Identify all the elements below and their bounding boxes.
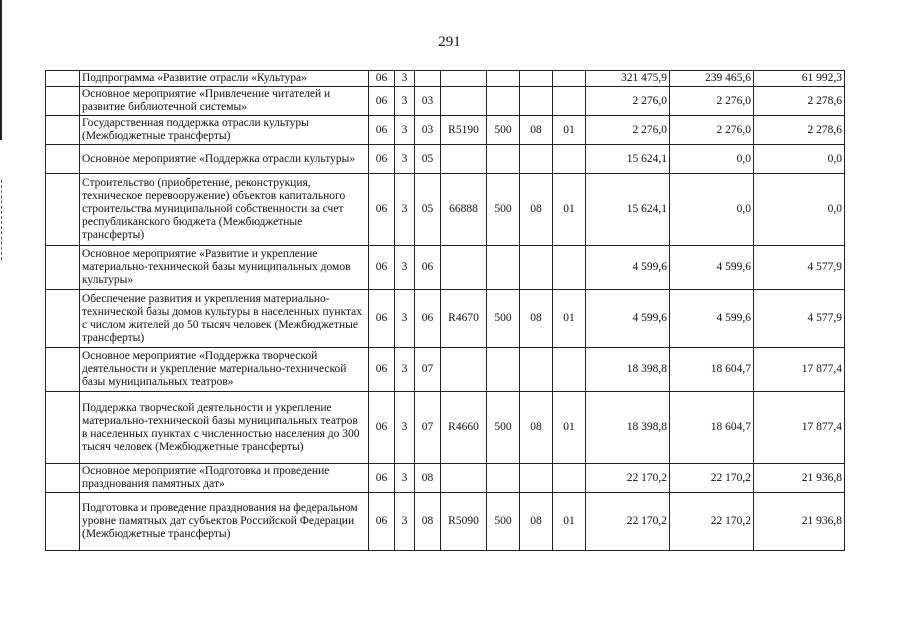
code-cell: 500 [487,174,520,246]
amount-cell: 2 278,6 [754,116,845,145]
code-cell: 01 [553,290,586,348]
table-row [46,392,845,464]
amount-cell: 22 170,2 [586,464,670,493]
table-row [46,87,845,116]
code-cell: 08 [520,392,553,464]
code-cell [441,246,487,290]
table-row [46,493,845,551]
code-cell: 08 [520,493,553,551]
row-name-cell: Основное мероприятие «Развитие и укрепление материально-технической базы муниципальных домов культуры» [80,246,369,290]
amount-cell: 0,0 [754,145,845,174]
amount-cell: 0,0 [670,145,754,174]
code-cell: 01 [553,392,586,464]
code-cell [520,145,553,174]
table-row [46,290,845,348]
code-cell: 3 [395,392,415,464]
code-cell [487,71,520,87]
table-row [46,246,845,290]
code-cell [441,71,487,87]
code-cell [553,348,586,392]
row-margin-cell [46,392,80,464]
amount-cell: 4 577,9 [754,290,845,348]
code-cell: 08 [415,464,441,493]
code-cell: 3 [395,246,415,290]
code-cell [520,348,553,392]
code-cell [520,87,553,116]
amount-cell: 18 604,7 [670,348,754,392]
page-number: 291 [438,34,461,50]
code-cell: R5090 [441,493,487,551]
code-cell: 3 [395,493,415,551]
table-row [46,145,845,174]
code-cell: 07 [415,348,441,392]
code-cell [520,464,553,493]
scan-edge-dash [1,180,3,260]
row-name-cell: Основное мероприятие «Привлечение читателей и развитие библиотечной системы» [80,87,369,116]
amount-cell: 21 936,8 [754,464,845,493]
code-cell [487,348,520,392]
code-cell: 3 [395,464,415,493]
code-cell: 01 [553,174,586,246]
code-cell: 500 [487,116,520,145]
row-margin-cell [46,290,80,348]
row-name-cell: Основное мероприятие «Поддержка отрасли культуры» [80,145,369,174]
amount-cell: 15 624,1 [586,174,670,246]
code-cell [441,145,487,174]
amount-cell: 22 170,2 [670,493,754,551]
amount-cell: 18 604,7 [670,392,754,464]
code-cell: 01 [553,493,586,551]
row-margin-cell [46,493,80,551]
code-cell: 06 [415,290,441,348]
budget-table [45,70,845,551]
code-cell: 08 [520,116,553,145]
code-cell: 06 [369,145,395,174]
amount-cell: 4 599,6 [586,290,670,348]
code-cell: 08 [520,290,553,348]
code-cell: 01 [553,116,586,145]
code-cell [441,348,487,392]
amount-cell: 61 992,3 [754,71,845,87]
amount-cell: 15 624,1 [586,145,670,174]
code-cell: 08 [520,174,553,246]
code-cell: 06 [369,348,395,392]
code-cell [553,71,586,87]
code-cell [487,464,520,493]
amount-cell: 239 465,6 [670,71,754,87]
code-cell: 3 [395,116,415,145]
amount-cell: 2 276,0 [670,87,754,116]
row-name-cell: Подготовка и проведение празднования на федеральном уровне памятных дат субъектов Российской Федерации (Межбюджетные трансферты) [80,493,369,551]
amount-cell: 2 276,0 [586,116,670,145]
amount-cell: 4 599,6 [670,290,754,348]
table-row [46,464,845,493]
code-cell: 3 [395,174,415,246]
amount-cell: 2 276,0 [670,116,754,145]
amount-cell: 4 599,6 [586,246,670,290]
row-name-cell: Основное мероприятие «Поддержка творческой деятельности и укрепление материально-технической базы муниципальных театров» [80,348,369,392]
code-cell: 06 [369,71,395,87]
code-cell: 66888 [441,174,487,246]
code-cell: 06 [369,174,395,246]
amount-cell: 4 599,6 [670,246,754,290]
code-cell: 500 [487,392,520,464]
code-cell: 06 [369,87,395,116]
amount-cell: 21 936,8 [754,493,845,551]
code-cell: 06 [369,116,395,145]
code-cell: 06 [369,392,395,464]
amount-cell: 2 276,0 [586,87,670,116]
amount-cell: 4 577,9 [754,246,845,290]
code-cell [553,246,586,290]
code-cell [553,464,586,493]
row-name-cell: Государственная поддержка отрасли культуры (Межбюджетные трансферты) [80,116,369,145]
amount-cell: 18 398,8 [586,392,670,464]
code-cell [487,87,520,116]
code-cell: 05 [415,145,441,174]
code-cell: 3 [395,71,415,87]
code-cell [441,464,487,493]
code-cell [553,87,586,116]
code-cell [487,145,520,174]
code-cell: 3 [395,87,415,116]
amount-cell: 17 877,4 [754,392,845,464]
code-cell: 06 [369,246,395,290]
code-cell: 06 [369,290,395,348]
amount-cell: 18 398,8 [586,348,670,392]
code-cell: 500 [487,290,520,348]
row-name-cell: Основное мероприятие «Подготовка и проведение празднования памятных дат» [80,464,369,493]
code-cell: 03 [415,116,441,145]
amount-cell: 0,0 [754,174,845,246]
row-name-cell: Поддержка творческой деятельности и укрепление материально-технической базы муниципальных театров в населенных пунктах с численностью населения до 300 тысяч человек (Межбюджетные трансферты) [80,392,369,464]
code-cell: 07 [415,392,441,464]
amount-cell: 321 475,9 [586,71,670,87]
code-cell [520,246,553,290]
table-row [46,116,845,145]
code-cell: 500 [487,493,520,551]
row-margin-cell [46,174,80,246]
row-name-cell: Строительство (приобретение, реконструкция, техническое перевооружение) объектов капитального строительства муниципальной собственности за счет республиканского бюджета (Межбюджетные трансферты) [80,174,369,246]
row-margin-cell [46,464,80,493]
amount-cell: 22 170,2 [586,493,670,551]
code-cell: 05 [415,174,441,246]
table-row [46,71,845,87]
row-name-cell: Подпрограмма «Развитие отрасли «Культура» [80,71,369,87]
row-margin-cell [46,348,80,392]
row-margin-cell [46,145,80,174]
scan-edge-line [0,0,2,140]
table-row [46,174,845,246]
code-cell: 06 [369,493,395,551]
table-row [46,348,845,392]
code-cell: 06 [369,464,395,493]
row-name-cell: Обеспечение развития и укрепления материально-технической базы домов культуры в населенных пунктах с числом жителей до 50 тысяч человек (Межбюджетные трансферты) [80,290,369,348]
amount-cell: 17 877,4 [754,348,845,392]
row-margin-cell [46,116,80,145]
code-cell: R4670 [441,290,487,348]
code-cell [441,87,487,116]
code-cell: 03 [415,87,441,116]
code-cell: 3 [395,145,415,174]
amount-cell: 0,0 [670,174,754,246]
code-cell: R4660 [441,392,487,464]
code-cell: 06 [415,246,441,290]
row-margin-cell [46,87,80,116]
code-cell: 08 [415,493,441,551]
amount-cell: 22 170,2 [670,464,754,493]
code-cell [553,145,586,174]
amount-cell: 2 278,6 [754,87,845,116]
code-cell [520,71,553,87]
row-margin-cell [46,71,80,87]
row-margin-cell [46,246,80,290]
code-cell [487,246,520,290]
code-cell: 3 [395,290,415,348]
code-cell [415,71,441,87]
code-cell: R5190 [441,116,487,145]
code-cell: 3 [395,348,415,392]
